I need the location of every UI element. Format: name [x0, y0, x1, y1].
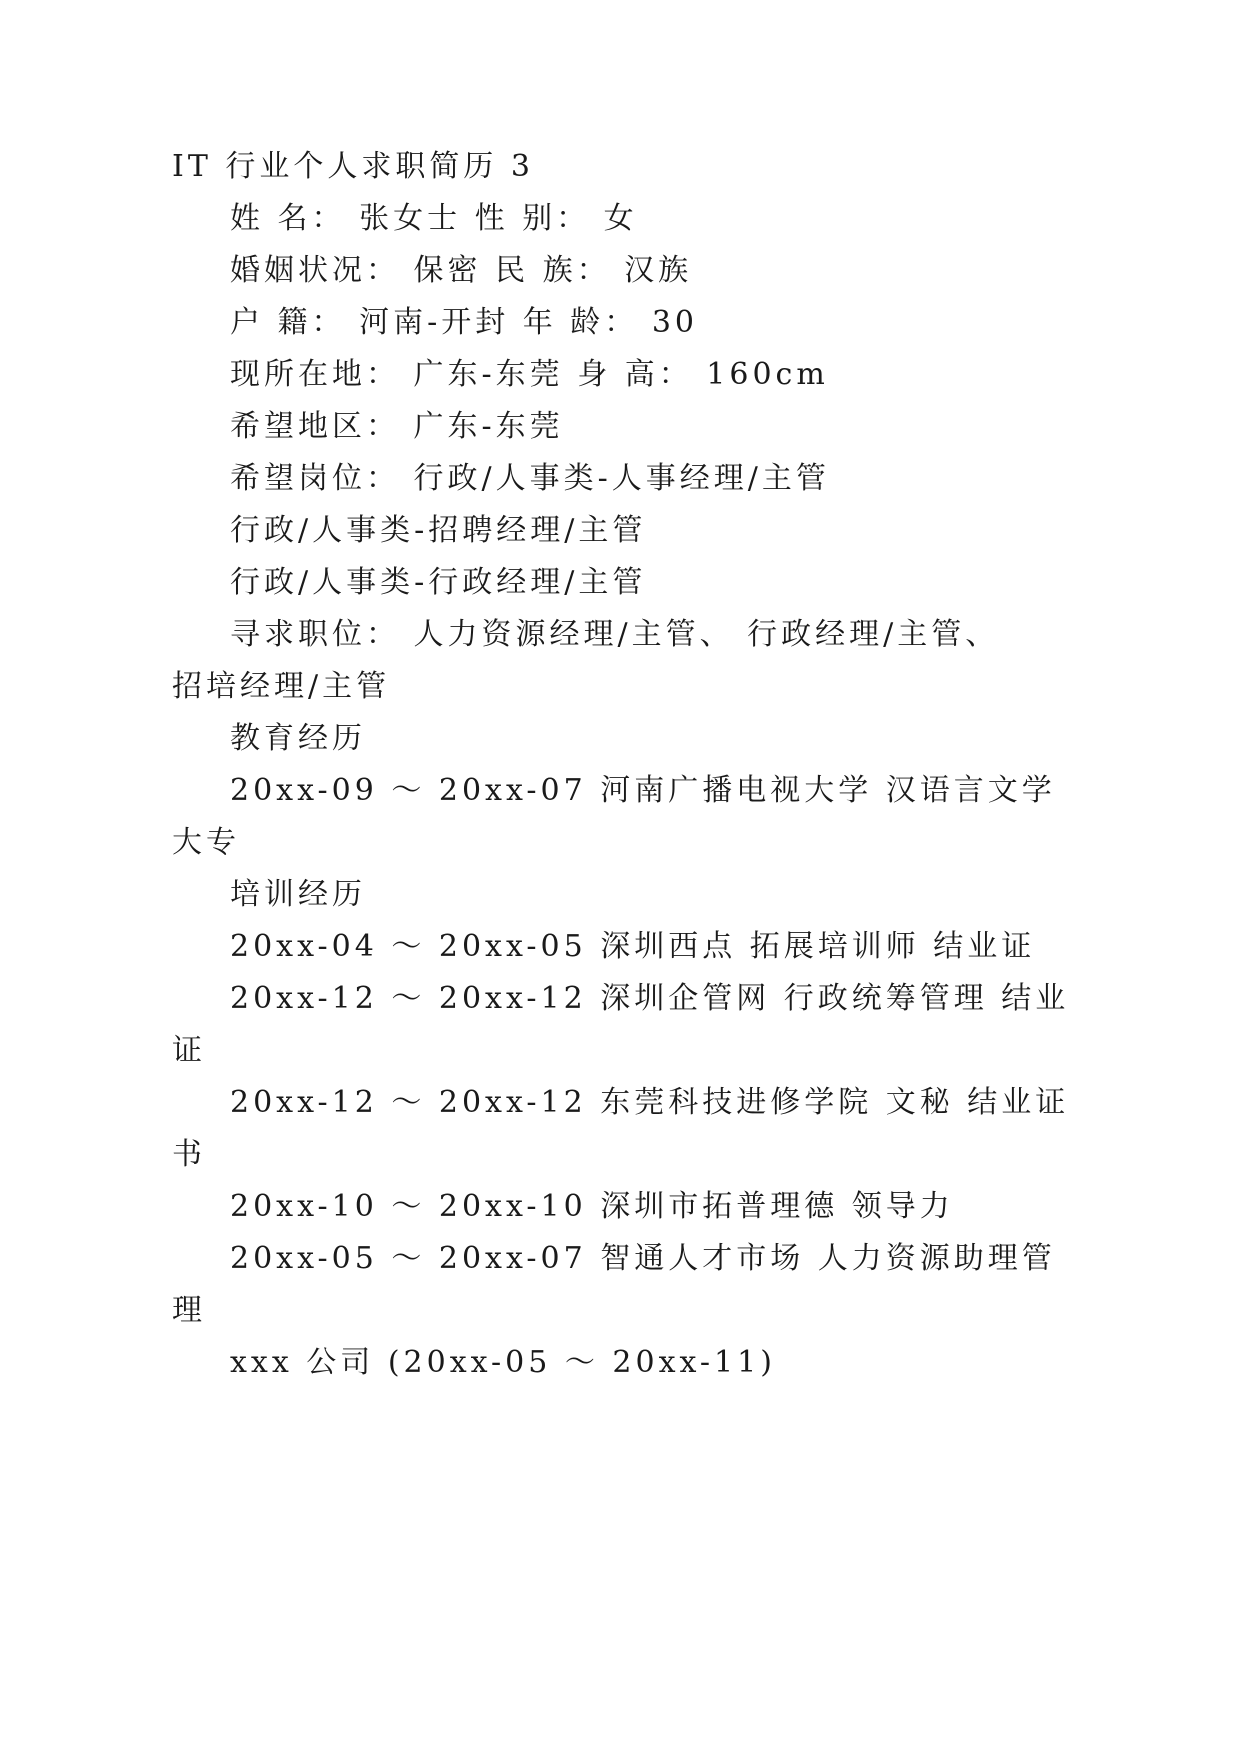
line-seeking-position: 寻求职位： 人力资源经理/主管、 行政经理/主管、	[230, 617, 1000, 652]
training-entry-2: 20xx-12 ～ 20xx-12 深圳企管网 行政统筹管理 结业	[230, 981, 1070, 1016]
education-entry: 20xx-09 ～ 20xx-07 河南广播电视大学 汉语言文学	[230, 773, 1056, 808]
work-entry-company: xxx 公司 (20xx-05 ～ 20xx-11)	[230, 1345, 776, 1380]
line-marital-ethnicity: 婚姻状况： 保密 民 族： 汉族	[230, 253, 693, 288]
line-name-gender: 姓 名： 张女士 性 别： 女	[230, 201, 638, 236]
line-location-height: 现所在地： 广东-东莞 身 高： 160cm	[230, 357, 829, 392]
training-entry-1: 20xx-04 ～ 20xx-05 深圳西点 拓展培训师 结业证	[230, 929, 1036, 964]
section-heading-education: 教育经历	[230, 721, 366, 756]
document-title: IT 行业个人求职简历 3	[172, 149, 535, 184]
training-entry-5-cont: 理	[172, 1293, 206, 1328]
line-domicile-age: 户 籍： 河南-开封 年 龄： 30	[230, 305, 698, 340]
training-entry-5: 20xx-05 ～ 20xx-07 智通人才市场 人力资源助理管	[230, 1241, 1056, 1276]
training-entry-2-cont: 证	[172, 1033, 206, 1068]
line-seeking-position-cont: 招培经理/主管	[172, 669, 391, 704]
training-entry-4: 20xx-10 ～ 20xx-10 深圳市拓普理德 领导力	[230, 1189, 954, 1224]
section-heading-training: 培训经历	[230, 877, 366, 912]
training-entry-3-cont: 书	[172, 1137, 206, 1172]
training-entry-3: 20xx-12 ～ 20xx-12 东莞科技进修学院 文秘 结业证	[230, 1085, 1070, 1120]
line-desired-position: 希望岗位： 行政/人事类-人事经理/主管	[230, 461, 830, 496]
line-desired-region: 希望地区： 广东-东莞	[230, 409, 564, 444]
education-entry-cont: 大专	[172, 825, 240, 860]
line-position-admin: 行政/人事类-行政经理/主管	[230, 565, 647, 600]
line-position-recruiting: 行政/人事类-招聘经理/主管	[230, 513, 647, 548]
